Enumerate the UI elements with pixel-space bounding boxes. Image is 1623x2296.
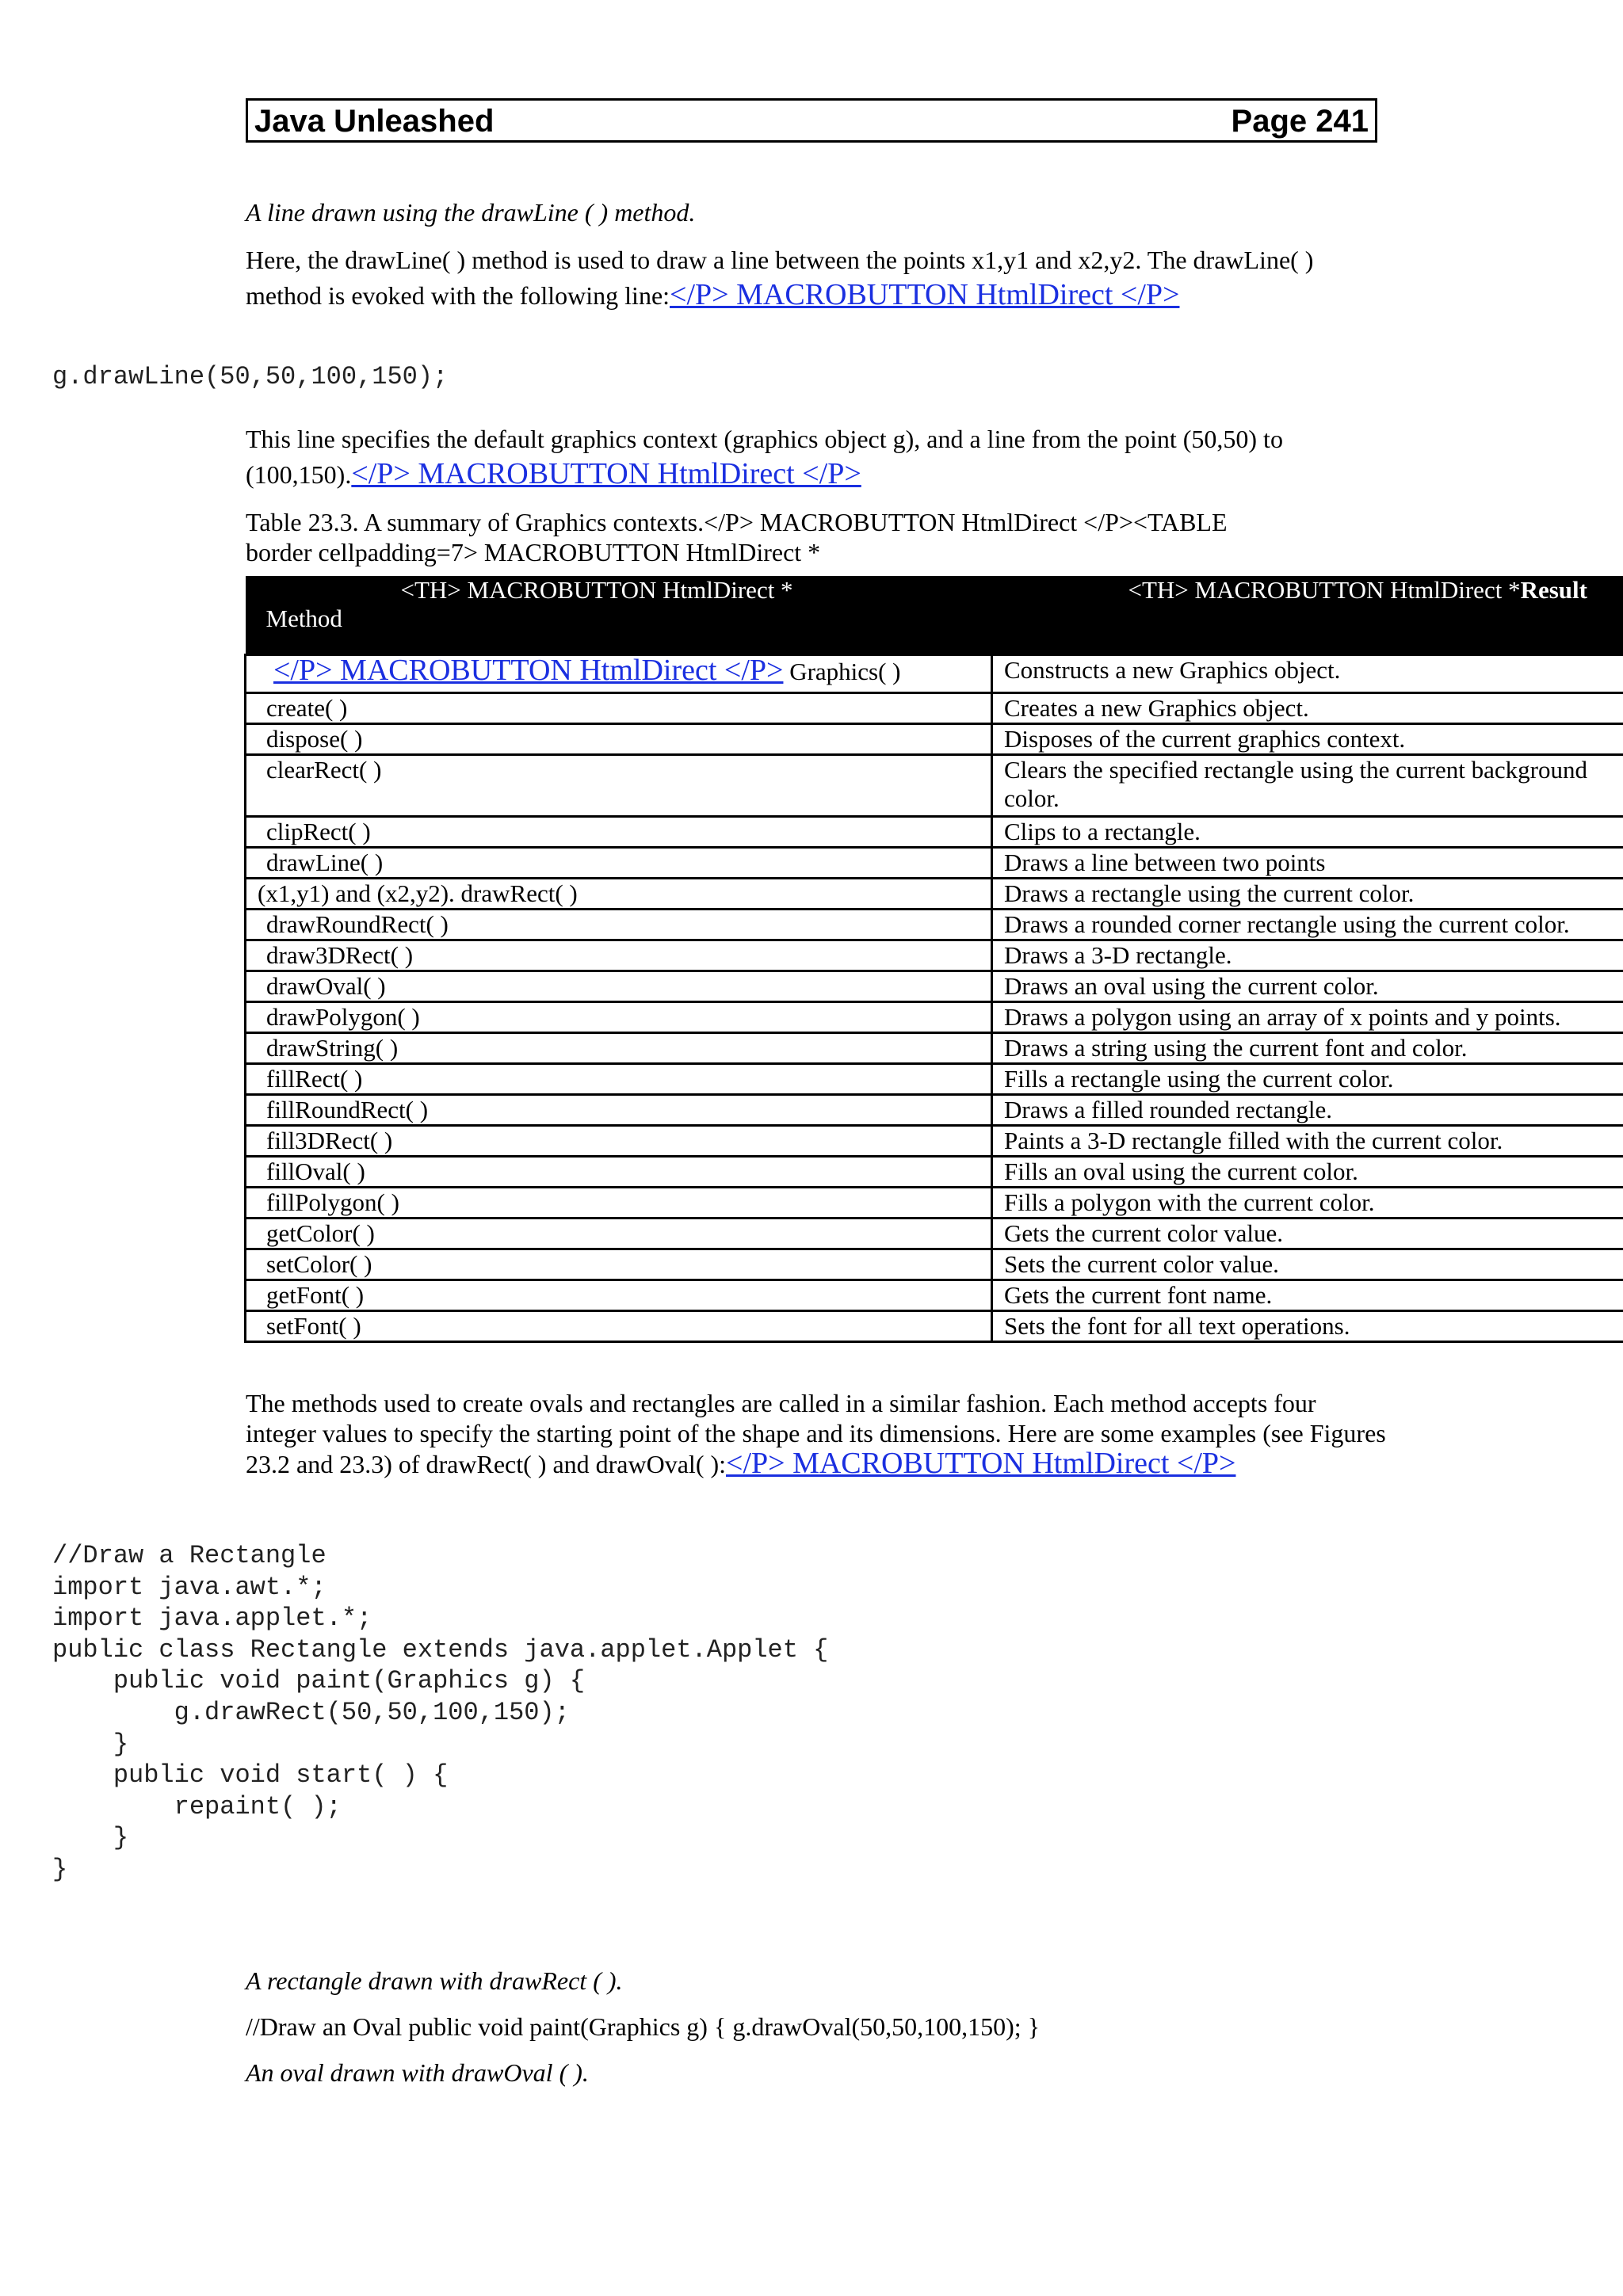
result-cell: Creates a new Graphics object. — [992, 693, 1623, 724]
result-cell: Draws a rectangle using the current color. — [992, 879, 1623, 910]
method-cell: draw3DRect( ) — [246, 940, 992, 971]
result-cell: Draws a polygon using an array of x points and y points. — [992, 1002, 1623, 1033]
result-cell: Clears the specified rectangle using the current background color. — [992, 755, 1623, 817]
table-row — [246, 1188, 1623, 1219]
method-cell: create( ) — [246, 693, 992, 724]
method-cell: fillOval( ) — [246, 1157, 992, 1188]
result-cell: Draws an oval using the current color. — [992, 971, 1623, 1002]
result-cell: Draws a rounded corner rectangle using the current color. — [992, 910, 1623, 940]
method-cell: drawPolygon( ) — [246, 1002, 992, 1033]
result-cell: Paints a 3-D rectangle filled with the current color. — [992, 1126, 1623, 1157]
method-cell: fillPolygon( ) — [246, 1188, 992, 1219]
paragraph-methods — [246, 1388, 1387, 1479]
method-cell: drawLine( ) — [246, 848, 992, 879]
table-intro — [246, 507, 1387, 567]
table-row — [246, 1095, 1623, 1126]
method-cell: (x1,y1) and (x2,y2). drawRect( ) — [246, 879, 992, 910]
header-markup-text: <TH> MACROBUTTON HtmlDirect *Result — [1128, 576, 1587, 604]
method-cell: fill3DRect( ) — [246, 1126, 992, 1157]
result-cell: Fills a rectangle using the current color. — [992, 1064, 1623, 1095]
macrobutton-link[interactable]: </P> MACROBUTTON HtmlDirect </P> — [670, 278, 1180, 311]
result-cell: Draws a filled rounded rectangle. — [992, 1095, 1623, 1126]
method-cell: drawOval( ) — [246, 971, 992, 1002]
paragraph-text: This line specifies the default graphics context (graphics object g), and a line from the point (50,50) to (100,150). — [246, 425, 1283, 489]
code-rectangle-applet: //Draw a Rectangle import java.awt.*; import java.applet.*; public class Rectangle extends java.applet.Applet { public void paint(Graphics g) { g.drawRect(50,50,100,150); } public void start( ) { repaint( ); } } — [52, 1541, 829, 1884]
book-title: Java Unleashed — [254, 104, 495, 139]
result-cell: Draws a string using the current font and color. — [992, 1033, 1623, 1064]
table-row — [246, 848, 1623, 879]
method-cell: setColor( ) — [246, 1249, 992, 1280]
header-cell-method — [246, 576, 992, 655]
table-row — [246, 724, 1623, 755]
oval-code-line: //Draw an Oval public void paint(Graphics g) { g.drawOval(50,50,100,150); } — [246, 2012, 1041, 2041]
table-header-row — [246, 576, 1623, 655]
table-row — [246, 940, 1623, 971]
figure-caption-line: A line drawn using the drawLine ( ) method. — [246, 198, 696, 227]
paragraph-text: Here, the drawLine( ) method is used to draw a line between the points x1,y1 and x2,y2. The drawLine( ) method is evoked with the following line: — [246, 246, 1314, 310]
method-cell: clipRect( ) — [246, 817, 992, 848]
paragraph-drawline — [246, 242, 1379, 313]
method-cell — [246, 655, 992, 693]
result-cell: Draws a 3-D rectangle. — [992, 940, 1623, 971]
table-row — [246, 1249, 1623, 1280]
method-cell: dispose( ) — [246, 724, 992, 755]
result-cell: Sets the current color value. — [992, 1249, 1623, 1280]
table-row — [246, 1126, 1623, 1157]
table-row — [246, 1280, 1623, 1311]
graphics-summary-table — [244, 576, 1623, 1343]
method-cell: drawRoundRect( ) — [246, 910, 992, 940]
method-cell: clearRect( ) — [246, 755, 992, 817]
table-intro-line-2: border cellpadding=7> MACROBUTTON HtmlDirect * — [246, 538, 821, 566]
paragraph-graphics-context — [246, 421, 1371, 492]
result-cell: Gets the current color value. — [992, 1219, 1623, 1249]
figure-caption-oval: An oval drawn with drawOval ( ). — [246, 2058, 589, 2087]
header-markup-text: <TH> MACROBUTTON HtmlDirect * — [400, 576, 793, 604]
table-row — [246, 1033, 1623, 1064]
result-cell: Clips to a rectangle. — [992, 817, 1623, 848]
result-cell: Fills an oval using the current color. — [992, 1157, 1623, 1188]
page-number: Page 241 — [1231, 104, 1369, 139]
table-body — [246, 655, 1623, 1342]
table-row — [246, 693, 1623, 724]
table-row — [246, 1219, 1623, 1249]
result-cell: Draws a line between two points — [992, 848, 1623, 879]
table-row — [246, 817, 1623, 848]
macrobutton-link[interactable]: </P> MACROBUTTON HtmlDirect </P> — [351, 457, 861, 490]
method-cell: drawString( ) — [246, 1033, 992, 1064]
method-cell: fillRoundRect( ) — [246, 1095, 992, 1126]
result-cell: Disposes of the current graphics context. — [992, 724, 1623, 755]
table-row — [246, 1002, 1623, 1033]
table-row — [246, 879, 1623, 910]
table-row — [246, 971, 1623, 1002]
paragraph-text: The methods used to create ovals and rectangles are called in a similar fashion. Each method accepts four integer values to specify the starting point of the shape and its dimensions. Here are some examples (see Figures 23.2 and 23.3) of drawRect( ) and drawOval( ): — [246, 1389, 1386, 1478]
result-cell: Constructs a new Graphics object. — [992, 655, 1623, 693]
result-cell: Sets the font for all text operations. — [992, 1311, 1623, 1342]
macrobutton-link[interactable]: </P> MACROBUTTON HtmlDirect </P> — [726, 1447, 1236, 1480]
table-row — [246, 1311, 1623, 1342]
table-row — [246, 1157, 1623, 1188]
table-row — [246, 1064, 1623, 1095]
method-cell: getFont( ) — [246, 1280, 992, 1311]
table-row — [246, 655, 1623, 693]
page-header — [246, 98, 1377, 143]
table-row — [246, 755, 1623, 817]
result-cell: Gets the current font name. — [992, 1280, 1623, 1311]
header-label-method: Method — [265, 605, 342, 632]
header-label-result: Result — [1520, 576, 1587, 604]
code-drawline: g.drawLine(50,50,100,150); — [52, 362, 449, 391]
header-cell-result — [992, 576, 1623, 655]
method-cell: setFont( ) — [246, 1311, 992, 1342]
method-name: Graphics( ) — [789, 658, 901, 685]
figure-caption-rectangle: A rectangle drawn with drawRect ( ). — [246, 1966, 623, 1995]
method-cell: getColor( ) — [246, 1219, 992, 1249]
table-row — [246, 910, 1623, 940]
method-cell: fillRect( ) — [246, 1064, 992, 1095]
table-intro-line-1: Table 23.3. A summary of Graphics contexts.</P> MACROBUTTON HtmlDirect </P><TABLE — [246, 508, 1228, 536]
macrobutton-link[interactable]: </P> MACROBUTTON HtmlDirect </P> — [273, 654, 784, 687]
result-cell: Fills a polygon with the current color. — [992, 1188, 1623, 1219]
